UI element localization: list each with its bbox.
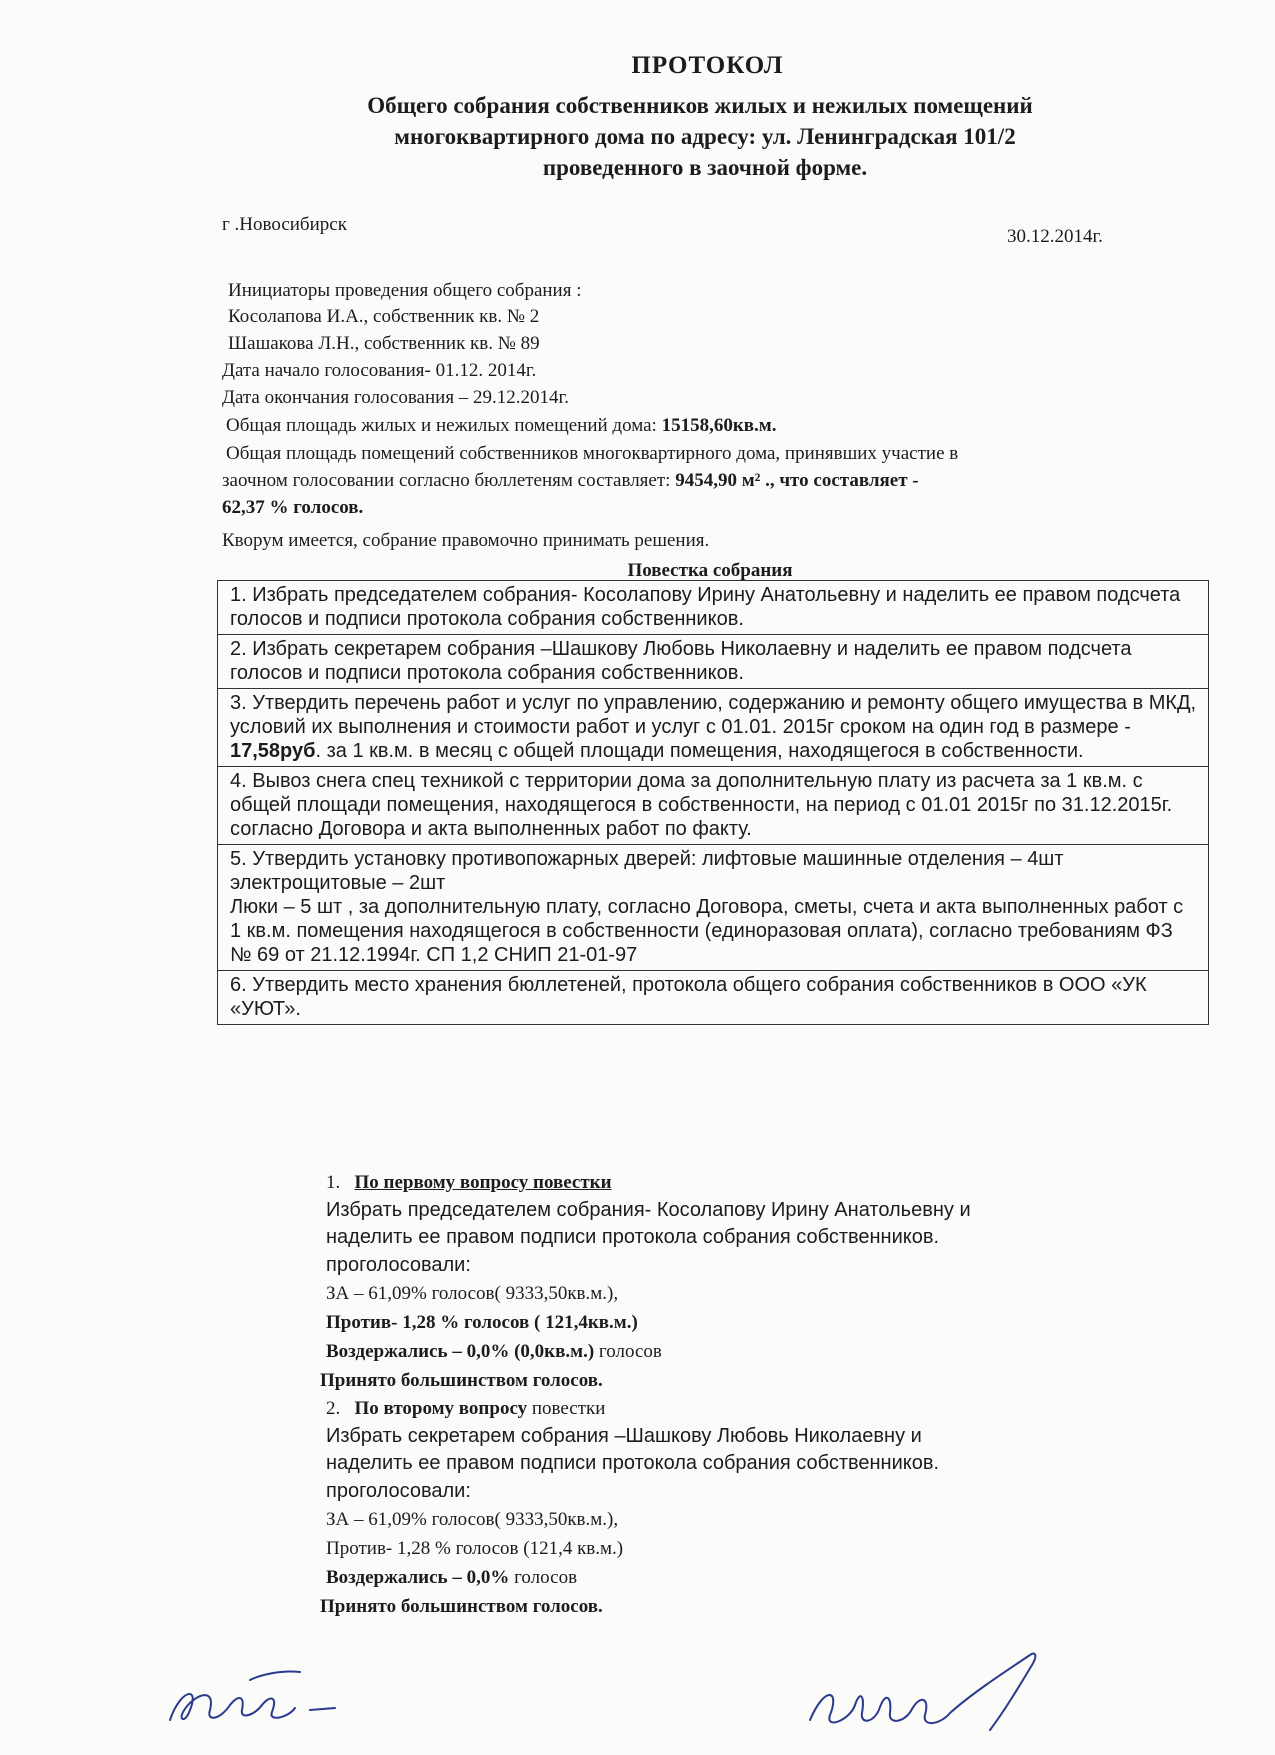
agenda-item-3-text: 3. Утвердить перечень работ и услуг по управлению, содержанию и ремонту общего имущества в МКД, условий их выполнения и стоимости работ и услуг с 01.01. 2015г сроком на один год в размере - [230, 692, 1197, 738]
q1-votes-for: ЗА – 61,09% голосов( 9333,50кв.м.), [326, 1283, 619, 1304]
q1-heading [326, 1172, 612, 1194]
q1-text-line2: наделить ее правом подписи протокола собрания собственников. [326, 1226, 940, 1248]
q1-voted-label: проголосовали: [326, 1254, 471, 1276]
voting-start: Дата начало голосования- 01.12. 2014г. [222, 360, 537, 381]
owners-area-value: 9454,90 м² ., что составляет - [675, 470, 919, 491]
agenda-item-3-tail: . за 1 кв.м. в месяц с общей площади помещения, находящегося в собственности. [315, 740, 1084, 762]
q1-result: Принято большинством голосов. [320, 1370, 603, 1391]
doc-subtitle-line2: многоквартирного дома по адресу: ул. Ленинградская 101/2 [394, 124, 1016, 149]
doc-subtitle-line1: Общего собрания собственников жилых и нежилых помещений [367, 93, 1033, 118]
doc-title: ПРОТОКОЛ [631, 52, 784, 79]
agenda-item-4: 4. Вывоз снега спец техникой с территории дома за дополнительную плату из расчета за 1 кв.м. с общей площади помещения, находящегося в собственности, на период с 01.01 2015г по 31.12.2015г. согласно Договора и акта выполненных работ по факту. [218, 766, 1208, 844]
q1-abstain-tail: голосов [594, 1341, 662, 1362]
q1-number: 1. [326, 1172, 341, 1193]
q2-number: 2. [326, 1398, 341, 1419]
owners-area-label: заочном голосовании согласно бюллетеням составляет: [222, 470, 671, 491]
total-area-label: Общая площадь жилых и нежилых помещений дома: [226, 415, 657, 436]
signature-secretary [800, 1635, 1090, 1745]
q2-text-line1: Избрать секретарем собрания –Шашкову Любовь Николаевну и [326, 1425, 922, 1447]
agenda-item-1: 1. Избрать председателем собрания- Косолапову Ирину Анатольевну и наделить ее правом подсчета голосов и подписи протокола собрания собственников. [230, 584, 1181, 630]
q2-text-line2: наделить ее правом подписи протокола собрания собственников. [326, 1452, 940, 1474]
q2-voted-label: проголосовали: [326, 1480, 471, 1502]
q2-heading-tail: повестки [527, 1398, 606, 1419]
q1-abstain-value: Воздержались – 0,0% (0,0кв.м.) [326, 1341, 595, 1362]
agenda-item-5-text: 5. Утвердить установку противопожарных дверей: лифтовые машинные отделения – 4шт электрощитовые – 2шт [230, 848, 1064, 894]
initiators-label: Инициаторы проведения общего собрания : [228, 280, 582, 301]
total-area-value: 15158,60кв.м. [661, 415, 777, 436]
q1-votes-abstain [326, 1341, 662, 1363]
signature-chairman [160, 1650, 390, 1745]
quorum-statement: Кворум имеется, собрание правомочно принимать решения. [222, 530, 710, 551]
voting-end: Дата окончания голосования – 29.12.2014г. [222, 387, 569, 408]
city: г .Новосибирск [222, 214, 347, 235]
agenda-item-3-price: 17,58руб [230, 740, 316, 762]
initiator-2: Шашакова Л.Н., собственник кв. № 89 [228, 333, 540, 354]
owners-area-percent: 62,37 % голосов. [222, 497, 364, 518]
agenda-heading: Повестка собрания [627, 560, 793, 581]
agenda-item-6: 6. Утвердить место хранения бюллетеней, протокола общего собрания собственников в ООО «УК «УЮТ». [218, 970, 1208, 1024]
agenda-item-5-extra: Люки – 5 шт , за дополнительную плату, согласно Договора, сметы, счета и акта выполненных работ с 1 кв.м. помещения находящегося в собственности (единоразовая оплата), согласно требованиям ФЗ № 69 от 21.12.1994г. СП 1,2 СНИП 21-01-97 [230, 896, 1184, 966]
initiator-1: Косолапова И.А., собственник кв. № 2 [228, 306, 540, 327]
agenda-table [217, 580, 1209, 1025]
q1-text-line1: Избрать председателем собрания- Косолапову Ирину Анатольевну и [326, 1199, 971, 1221]
owners-area-line1: Общая площадь помещений собственников многоквартирного дома, принявших участие в [226, 443, 959, 464]
q2-result: Принято большинством голосов. [320, 1596, 603, 1617]
q2-votes-for: ЗА – 61,09% голосов( 9333,50кв.м.), [326, 1509, 619, 1530]
total-area [226, 415, 777, 437]
q1-heading-text: По первому вопросу повестки [354, 1172, 612, 1193]
q2-heading-bold: По второму вопросу [354, 1398, 528, 1419]
q2-heading [326, 1398, 605, 1420]
q2-votes-against: Против- 1,28 % голосов (121,4 кв.м.) [326, 1538, 624, 1559]
doc-subtitle-line3: проведенного в заочной форме. [542, 155, 868, 180]
agenda-item-5 [218, 844, 1208, 970]
owners-area-line2 [222, 470, 919, 492]
agenda-item-2: 2. Избрать секретарем собрания –Шашкову Любовь Николаевну и наделить ее правом подсчета голосов и подписи протокола собрания собственников. [218, 634, 1208, 688]
q2-abstain-tail: голосов [509, 1567, 578, 1588]
agenda-item-3 [218, 688, 1208, 766]
q1-votes-against: Против- 1,28 % голосов ( 121,4кв.м.) [326, 1312, 638, 1333]
document-date: 30.12.2014г. [1007, 226, 1103, 247]
q2-abstain-value: Воздержались – 0,0% [326, 1567, 510, 1588]
q2-votes-abstain [326, 1567, 577, 1589]
